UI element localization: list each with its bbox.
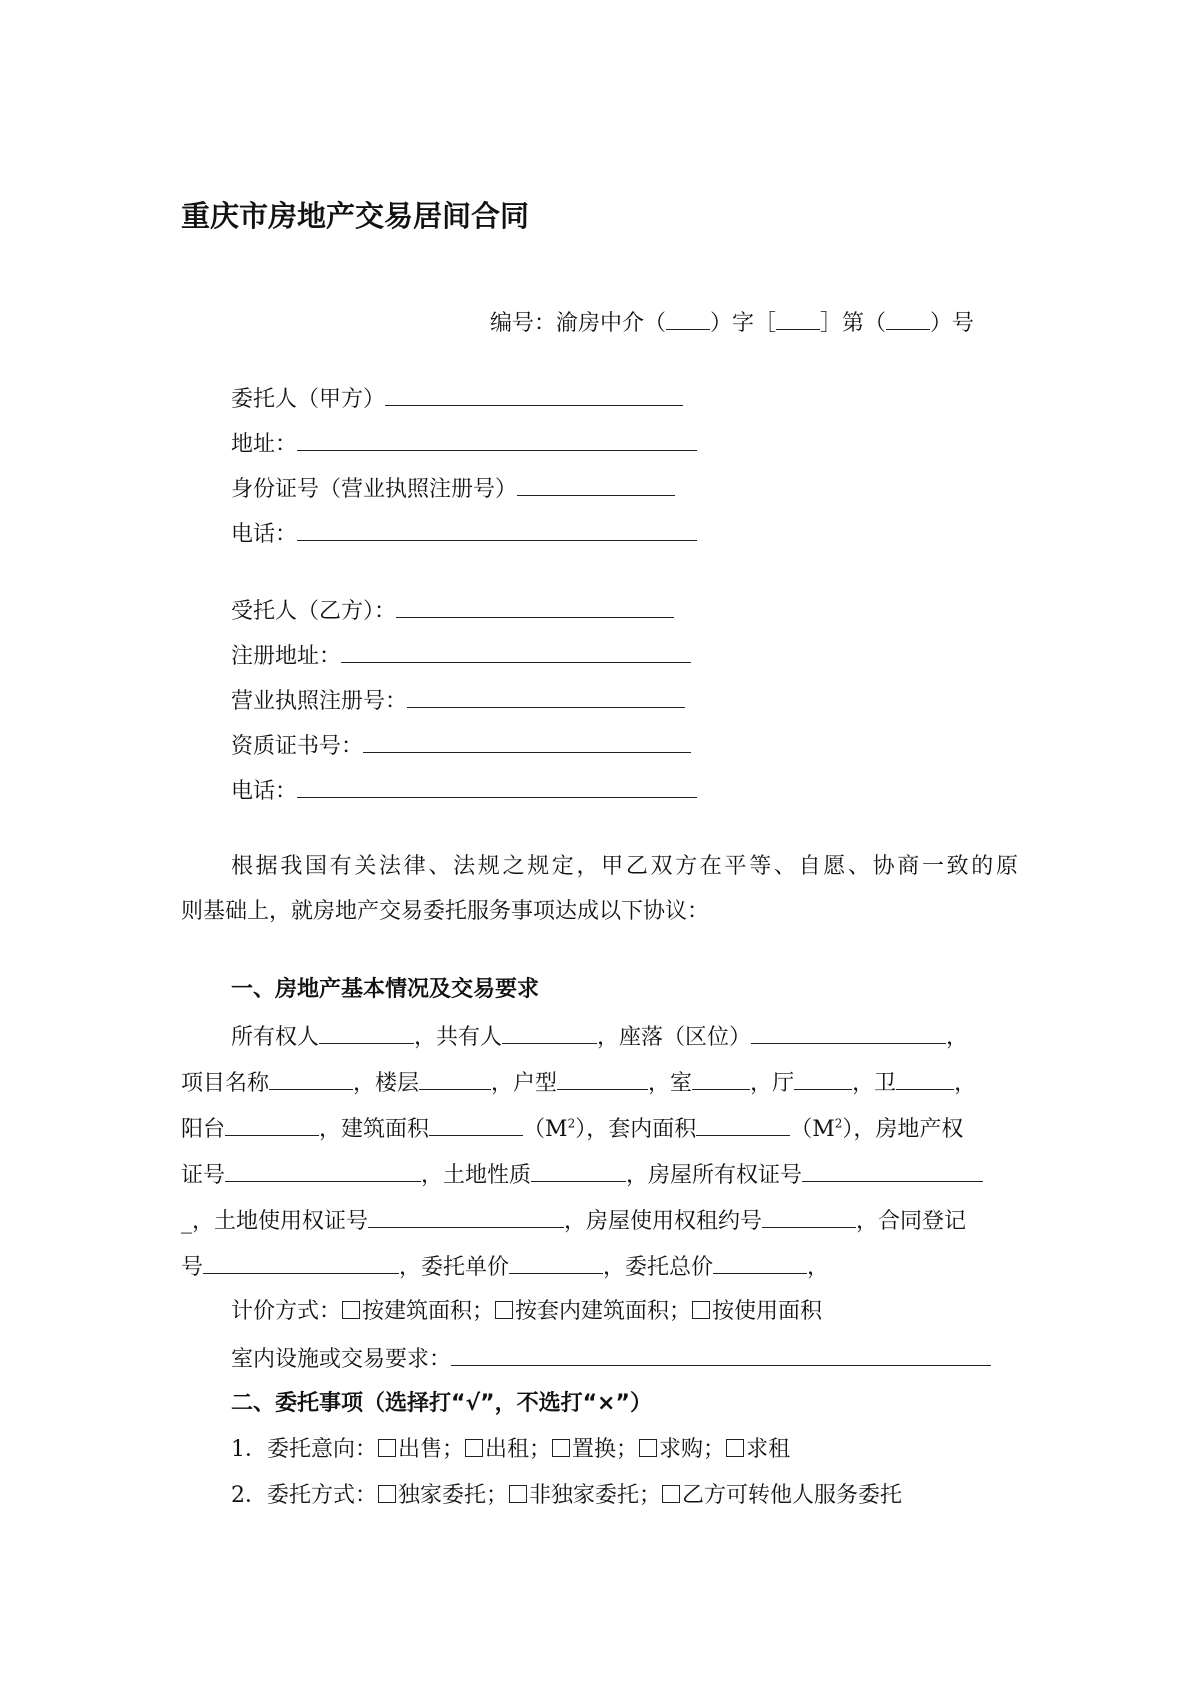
agent-row [231, 595, 674, 627]
contract-number-blank-2[interactable] [776, 307, 820, 330]
facilities-row [231, 1343, 991, 1375]
balcony-label: 阳台 [181, 1117, 226, 1142]
intent-lease-option: 求租 [746, 1437, 791, 1462]
method-exclusive-checkbox[interactable] [378, 1485, 396, 1503]
lease-no-field[interactable] [762, 1205, 856, 1228]
comma: ， [954, 1071, 977, 1096]
pricing-usable-area-option: 按使用面积 [712, 1299, 823, 1324]
pricing-building-area-checkbox[interactable] [342, 1301, 360, 1319]
phone-a-field[interactable] [297, 518, 697, 541]
agent-field[interactable] [396, 595, 674, 618]
id-number-field[interactable] [517, 473, 675, 496]
method-non-exclusive-checkbox[interactable] [509, 1485, 527, 1503]
total-price-field[interactable] [713, 1251, 807, 1274]
contract-number-mid-2: ］第（ [820, 311, 887, 336]
contract-number [490, 307, 974, 339]
pricing-inner-area-checkbox[interactable] [495, 1301, 513, 1319]
address-label: 地址： [231, 432, 298, 457]
intent-sell-checkbox[interactable] [378, 1439, 396, 1457]
contract-number-blank-1[interactable] [666, 307, 710, 330]
client-row [231, 383, 683, 415]
project-name-label: 项目名称 [181, 1071, 270, 1096]
method-transferable-option: 乙方可转他人服务委托 [682, 1483, 903, 1508]
unit-exponent: 2 [834, 1116, 843, 1131]
intent-swap-option: 置换； [572, 1437, 639, 1462]
license-field[interactable] [407, 685, 685, 708]
cert-no-field[interactable] [225, 1159, 421, 1182]
contract-number-blank-3[interactable] [886, 307, 930, 330]
facilities-field[interactable] [451, 1343, 991, 1366]
license-row [231, 685, 685, 717]
section-1-line-2 [181, 1067, 976, 1099]
address-field[interactable] [297, 428, 697, 451]
phone-b-label: 电话： [231, 779, 298, 804]
layout-label: ，户型 [491, 1071, 558, 1096]
phone-b-row [231, 775, 697, 807]
floor-field[interactable] [419, 1067, 491, 1090]
bath-label: ，卫 [852, 1071, 897, 1096]
unit-exponent: 2 [567, 1116, 576, 1131]
location-field[interactable] [751, 1021, 946, 1044]
document-title: 重庆市房地产交易居间合同 [181, 199, 530, 233]
pricing-inner-area-option: 按套内建筑面积； [515, 1299, 692, 1324]
contract-number-end: ）号 [930, 311, 975, 336]
co-owner-field[interactable] [502, 1021, 597, 1044]
land-use-cert-label: _，土地使用权证号 [181, 1209, 369, 1234]
cert-no-label: 证号 [181, 1163, 226, 1188]
room-field[interactable] [692, 1067, 750, 1090]
intent-rent-checkbox[interactable] [465, 1439, 483, 1457]
project-name-field[interactable] [269, 1067, 353, 1090]
intent-label: 1．委托意向： [231, 1437, 377, 1462]
layout-field[interactable] [557, 1067, 648, 1090]
contract-number-mid-1: ）字［ [710, 311, 777, 336]
intent-sell-option: 出售； [398, 1437, 465, 1462]
section-1-line-1 [231, 1021, 968, 1053]
reg-address-field[interactable] [341, 640, 691, 663]
contract-reg-label: ，合同登记 [856, 1209, 967, 1234]
cert-row [231, 730, 691, 762]
client-label: 委托人（甲方） [231, 387, 386, 412]
reg-address-label: 注册地址： [231, 644, 342, 669]
phone-a-row [231, 518, 697, 550]
intent-swap-checkbox[interactable] [552, 1439, 570, 1457]
ownership-cert-field[interactable] [802, 1159, 983, 1182]
property-right-label: ），房地产权 [842, 1117, 964, 1142]
section-1-line-6 [181, 1251, 829, 1283]
id-number-label: 身份证号（营业执照注册号） [231, 477, 518, 502]
intent-lease-checkbox[interactable] [726, 1439, 744, 1457]
pricing-method-label: 计价方式： [231, 1299, 342, 1324]
co-owner-label: ，共有人 [414, 1025, 503, 1050]
pricing-method-row [231, 1297, 822, 1327]
inner-area-field[interactable] [696, 1113, 790, 1136]
cert-field[interactable] [363, 730, 691, 753]
room-label: ，室 [648, 1071, 693, 1096]
building-area-field[interactable] [429, 1113, 523, 1136]
land-use-cert-field[interactable] [368, 1205, 564, 1228]
address-row [231, 428, 697, 460]
reg-no-label: 号 [181, 1255, 204, 1280]
contract-number-label: 编号：渝房中介（ [490, 311, 667, 336]
unit-open: （M [523, 1117, 568, 1142]
bath-field[interactable] [896, 1067, 954, 1090]
comma: ， [946, 1025, 969, 1050]
agent-label: 受托人（乙方）： [231, 599, 397, 624]
inner-area-label: ），套内面积 [575, 1117, 697, 1142]
license-label: 营业执照注册号： [231, 689, 408, 714]
section-1-line-4 [181, 1159, 983, 1191]
intent-rent-option: 出租； [485, 1437, 552, 1462]
building-area-label: ，建筑面积 [319, 1117, 430, 1142]
cert-label: 资质证书号： [231, 734, 364, 759]
comma: ， [807, 1255, 830, 1280]
hall-label: ，厅 [750, 1071, 795, 1096]
id-number-row [231, 473, 675, 505]
land-nature-field[interactable] [531, 1159, 626, 1182]
balcony-field[interactable] [225, 1113, 319, 1136]
land-nature-label: ，土地性质 [421, 1163, 532, 1188]
location-label: ，座落（区位） [597, 1025, 752, 1050]
pricing-building-area-option: 按建筑面积； [362, 1299, 495, 1324]
facilities-label: 室内设施或交易要求： [231, 1347, 452, 1372]
unit-open: （M [790, 1117, 835, 1142]
intent-buy-option: 求购； [659, 1437, 726, 1462]
owner-label: 所有权人 [231, 1025, 320, 1050]
pricing-usable-area-checkbox[interactable] [692, 1301, 710, 1319]
client-field[interactable] [385, 383, 683, 406]
section-1-heading: 一、房地产基本情况及交易要求 [231, 977, 540, 1002]
ownership-cert-label: ，房屋所有权证号 [626, 1163, 803, 1188]
floor-label: ，楼层 [353, 1071, 420, 1096]
reg-no-field[interactable] [203, 1251, 399, 1274]
intent-row [231, 1435, 790, 1465]
method-transferable-checkbox[interactable] [662, 1485, 680, 1503]
preamble-line-2: 则基础上，就房地产交易委托服务事项达成以下协议： [181, 899, 710, 924]
unit-price-label: ，委托单价 [399, 1255, 510, 1280]
total-price-label: ，委托总价 [603, 1255, 714, 1280]
section-1-line-3 [181, 1113, 963, 1145]
unit-price-field[interactable] [509, 1251, 603, 1274]
section-1-line-5 [181, 1205, 966, 1237]
hall-field[interactable] [794, 1067, 852, 1090]
section-2-heading: 二、委托事项（选择打“√”，不选打“×”） [231, 1391, 652, 1416]
method-exclusive-option: 独家委托； [398, 1483, 509, 1508]
intent-buy-checkbox[interactable] [639, 1439, 657, 1457]
method-row [231, 1481, 902, 1511]
method-non-exclusive-option: 非独家委托； [529, 1483, 662, 1508]
reg-address-row [231, 640, 691, 672]
preamble-line-1: 根据我国有关法律、法规之规定，甲乙双方在平等、自愿、协商一致的原 [231, 854, 1018, 879]
lease-no-label: ，房屋使用权租约号 [564, 1209, 763, 1234]
owner-field[interactable] [319, 1021, 414, 1044]
method-label: 2．委托方式： [231, 1483, 377, 1508]
phone-a-label: 电话： [231, 522, 298, 547]
phone-b-field[interactable] [297, 775, 697, 798]
